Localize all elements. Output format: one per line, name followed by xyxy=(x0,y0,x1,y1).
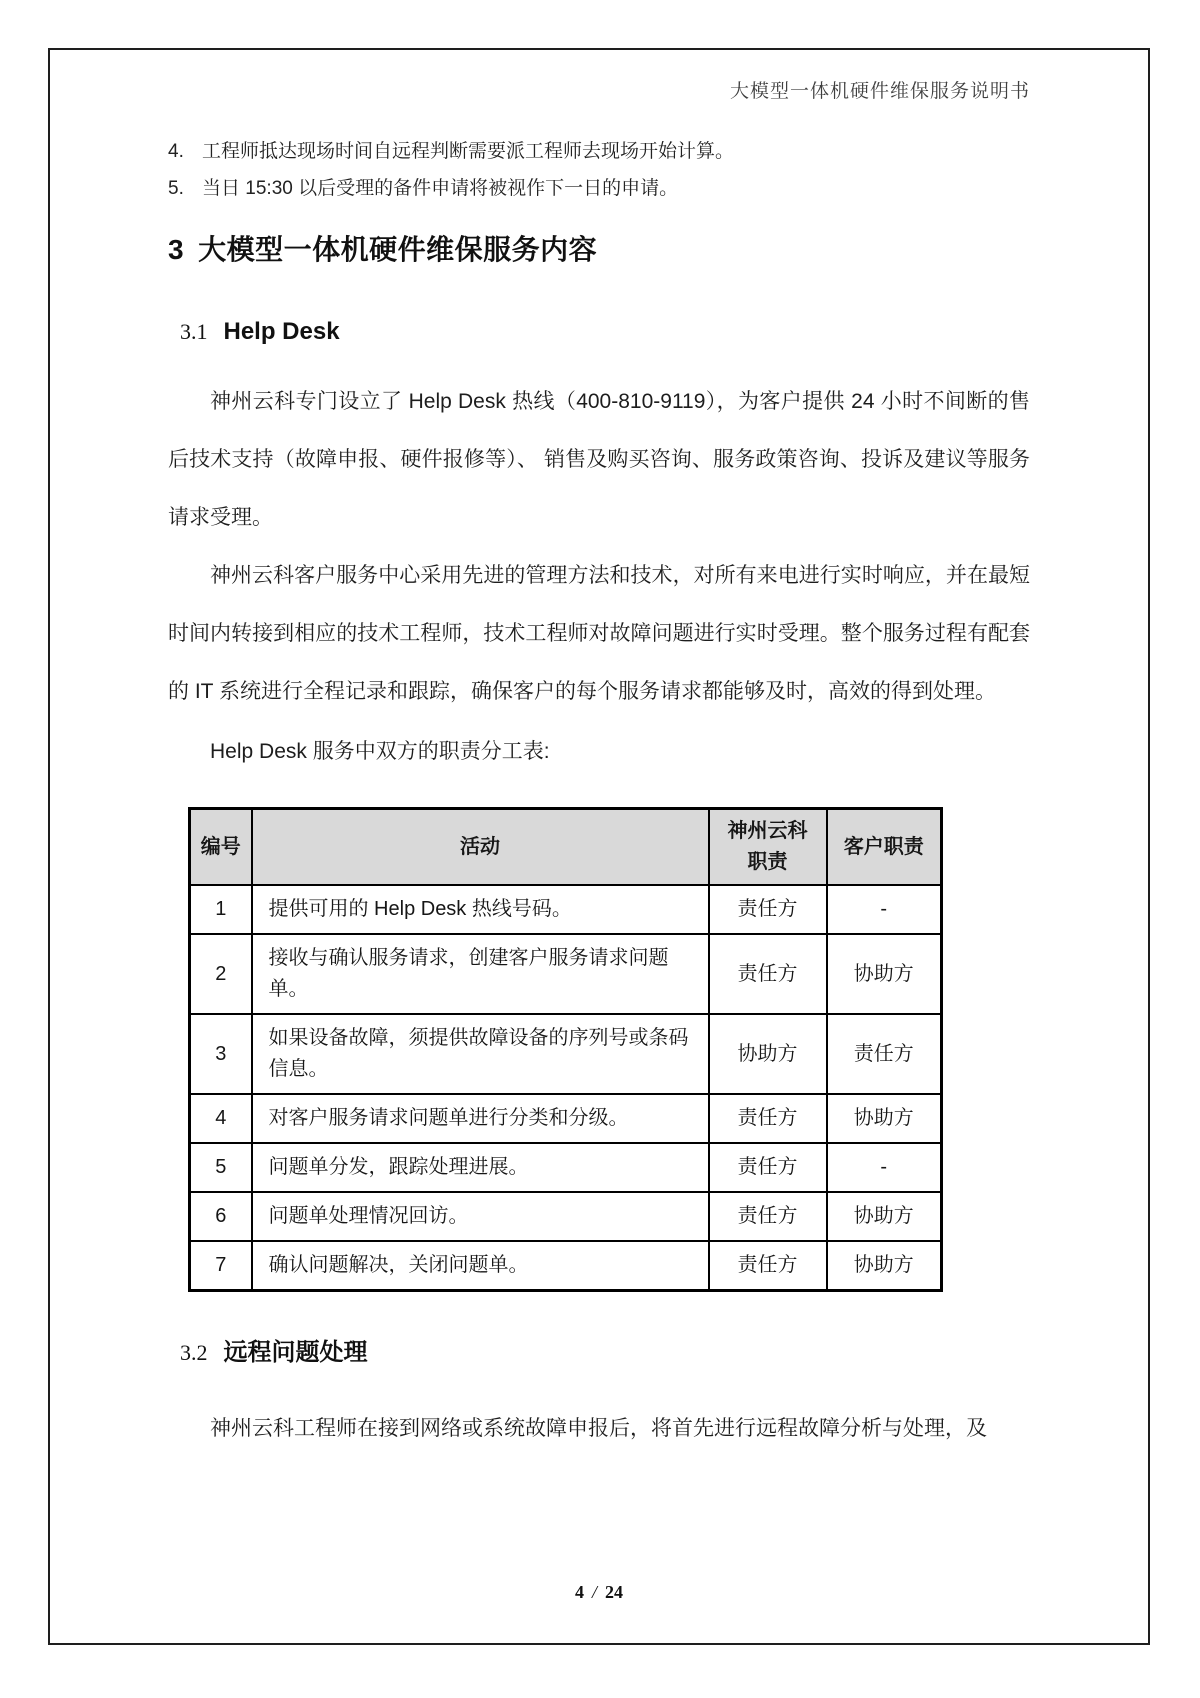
paragraph: 神州云科专门设立了 Help Desk 热线（400-810-9119），为客户提供 24 小时不间断的售后技术支持（故障申报、硬件报修等）、 销售及购买咨询、服务政策咨询、投诉及建议等服务请求受理。 xyxy=(168,390,1030,529)
subsection-heading-3-2 xyxy=(180,1336,1030,1370)
total-page-count: 24 xyxy=(605,1582,623,1602)
subsection-title: 远程问题处理 xyxy=(223,1339,368,1366)
section-title: 大模型一体机硬件维保服务内容 xyxy=(198,234,598,265)
subsection-title: Help Desk xyxy=(223,318,340,345)
column-header-id: 编号 xyxy=(190,809,252,886)
table-row xyxy=(190,1094,942,1143)
table-row xyxy=(190,934,942,1014)
cell-id: 3 xyxy=(190,1014,252,1094)
cell-customer-role: 责任方 xyxy=(827,1014,942,1094)
cell-id: 7 xyxy=(190,1241,252,1291)
cell-activity: 提供可用的 Help Desk 热线号码。 xyxy=(252,885,709,934)
cell-vendor-role: 责任方 xyxy=(709,1241,827,1291)
running-header-title: 大模型一体机硬件维保服务说明书 xyxy=(729,81,1030,102)
subsection-number: 3.1 xyxy=(180,319,208,344)
list-item-text: 工程师抵达现场时间自远程判断需要派工程师去现场开始计算。 xyxy=(202,141,735,162)
cell-id: 1 xyxy=(190,885,252,934)
cell-activity: 如果设备故障，须提供故障设备的序列号或条码信息。 xyxy=(252,1014,709,1094)
cell-customer-role: - xyxy=(827,885,942,934)
cell-vendor-role: 责任方 xyxy=(709,885,827,934)
table-row xyxy=(190,1014,942,1094)
cell-vendor-role: 协助方 xyxy=(709,1014,827,1094)
list-item-number: 5. xyxy=(168,178,184,199)
cell-activity: 问题单分发，跟踪处理进展。 xyxy=(252,1143,709,1192)
subsection-heading-3-1 xyxy=(180,315,1030,349)
table-row xyxy=(190,1241,942,1291)
column-header-customer-role: 客户职责 xyxy=(827,809,942,886)
paragraph: 神州云科客户服务中心采用先进的管理方法和技术，对所有来电进行实时响应，并在最短时间内转接到相应的技术工程师，技术工程师对故障问题进行实时受理。整个服务过程有配套的 IT 系统进行全程记录和跟踪，确保客户的每个服务请求都能够及时，高效的得到处理。 xyxy=(168,564,1030,703)
list-item-text: 当日 15:30 以后受理的备件申请将被视作下一日的申请。 xyxy=(202,178,679,199)
responsibility-table xyxy=(188,807,943,1292)
table-header-row xyxy=(190,809,942,886)
cell-customer-role: 协助方 xyxy=(827,934,942,1014)
column-header-vendor-role: 神州云科职责 xyxy=(709,809,827,886)
cell-customer-role: 协助方 xyxy=(827,1094,942,1143)
cell-customer-role: 协助方 xyxy=(827,1241,942,1291)
table-row xyxy=(190,885,942,934)
cell-customer-role: - xyxy=(827,1143,942,1192)
numbered-list xyxy=(168,133,1030,207)
cell-customer-role: 协助方 xyxy=(827,1192,942,1241)
list-item xyxy=(168,170,1030,207)
list-item xyxy=(168,133,1030,170)
running-header xyxy=(168,76,1030,103)
table-intro-text: Help Desk 服务中双方的职责分工表: xyxy=(210,740,550,763)
cell-id: 2 xyxy=(190,934,252,1014)
document-page xyxy=(48,48,1150,1645)
cell-id: 5 xyxy=(190,1143,252,1192)
cell-activity: 问题单处理情况回访。 xyxy=(252,1192,709,1241)
subsection-number: 3.2 xyxy=(180,1340,208,1365)
cell-id: 6 xyxy=(190,1192,252,1241)
column-header-activity: 活动 xyxy=(252,809,709,886)
list-item-number: 4. xyxy=(168,141,184,162)
page-footer xyxy=(50,1582,1148,1603)
page-separator: / xyxy=(591,1582,597,1602)
cell-id: 4 xyxy=(190,1094,252,1143)
table-row xyxy=(190,1192,942,1241)
cell-vendor-role: 责任方 xyxy=(709,1143,827,1192)
cell-vendor-role: 责任方 xyxy=(709,1192,827,1241)
cell-activity: 确认问题解决，关闭问题单。 xyxy=(252,1241,709,1291)
section-number: 3 xyxy=(168,234,185,265)
cell-activity: 对客户服务请求问题单进行分类和分级。 xyxy=(252,1094,709,1143)
cell-vendor-role: 责任方 xyxy=(709,1094,827,1143)
cell-activity: 接收与确认服务请求，创建客户服务请求问题单。 xyxy=(252,934,709,1014)
paragraph: 神州云科工程师在接到网络或系统故障申报后，将首先进行远程故障分析与处理，及 xyxy=(210,1417,987,1440)
cell-vendor-role: 责任方 xyxy=(709,934,827,1014)
section-heading xyxy=(168,229,1030,271)
current-page-number: 4 xyxy=(574,1582,584,1602)
table-row xyxy=(190,1143,942,1192)
